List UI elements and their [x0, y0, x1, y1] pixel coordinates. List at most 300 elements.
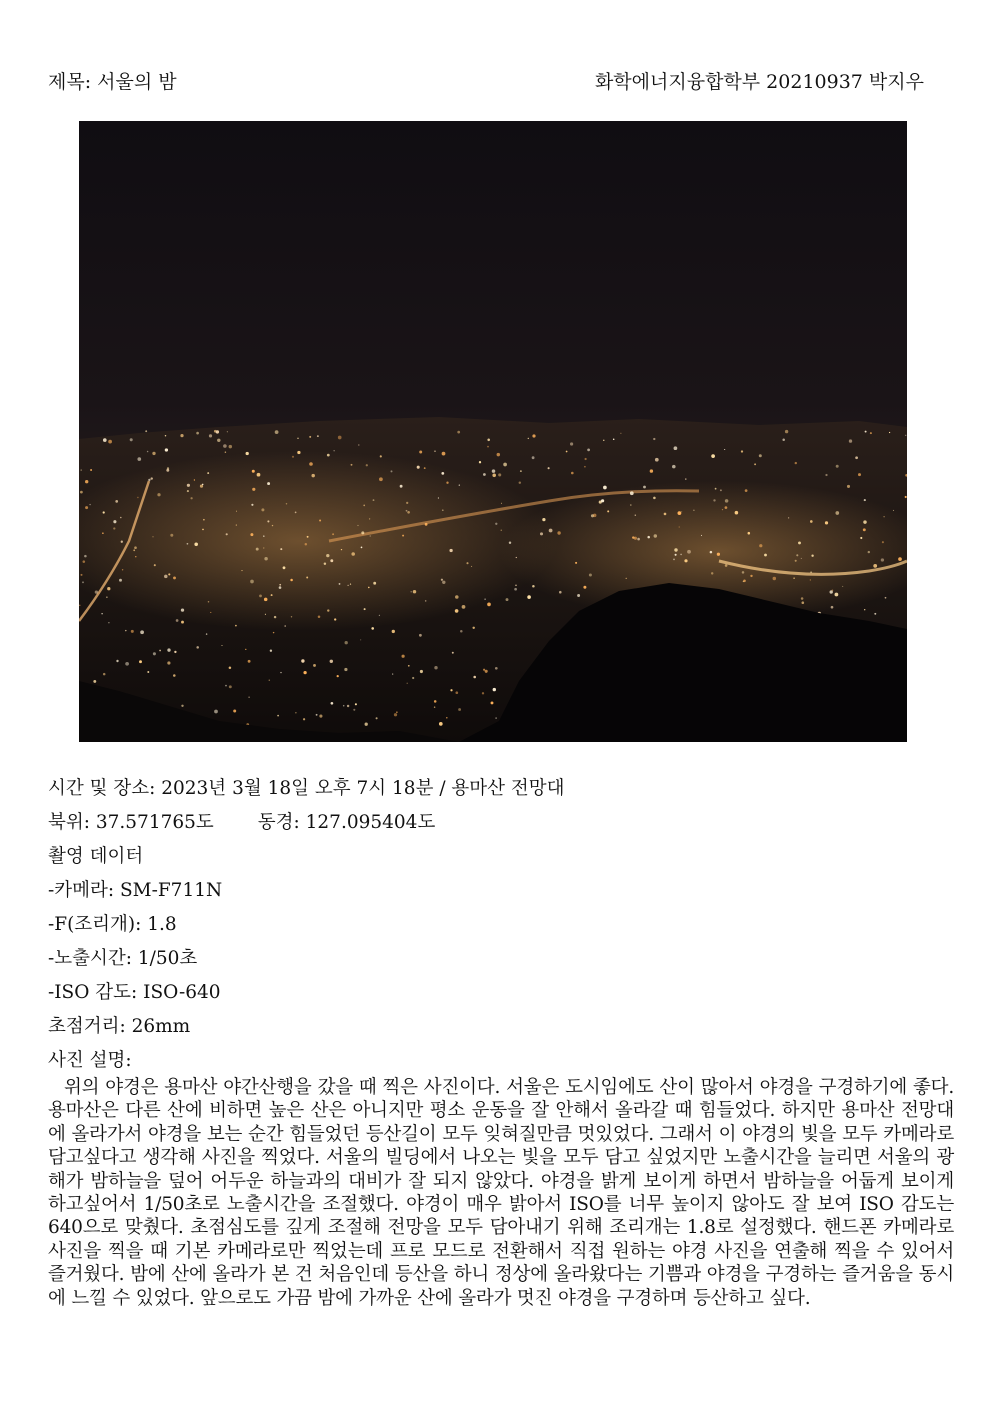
city-light [495, 667, 498, 670]
city-light [338, 436, 342, 440]
city-light [250, 533, 253, 536]
city-light [93, 680, 96, 683]
city-light [684, 559, 687, 562]
city-light [479, 461, 481, 463]
city-light [735, 511, 739, 515]
city-light [181, 608, 184, 611]
city-light [710, 551, 713, 554]
city-light [134, 546, 137, 549]
city-light [295, 712, 296, 713]
city-light [439, 722, 443, 726]
photo-description: 위의 야경은 용마산 야간산행을 갔을 때 찍은 사진이다. 서울은 도시임에도 산이 많아서 야경을 구경하기에 좋다. 용마산은 다른 산에 비하면 높은 산은 아니지만 평소 운동을 잘 안해서 올라갈 때 힘들었다. 하지만 용마산 전망대에 올라가서 야경을 보는 순간 힘들었던 등산길이 모두 잊혀질만큼 멋있었다. 그래서 이 야경의 빛을 모두 카메라로 담고싶다고 생각해 사진을 찍었다. 서울의 빌딩에서 나오는 빛을 모두 담고 싶었지만 노출시간을 늘리면 서울의 광해가 밤하늘을 덮어 어두운 하늘과의 대비가 잘 되지 않았다. 야경을 밝게 보이게 하면서 밤하늘을 어둡게 보이게 하고싶어서 1/50초로 노출시간을 조절했다. 야경이 매우 밝아서 ISO를 너무 높이지 않아도 잘 보여 ISO 감도는 640으로 맞췄다. 초점심도를 깊게 조절해 전망을 모두 담아내기 위해 조리개는 1.8로 설정했다. 핸드폰 카메라로 사진을 찍을 때 기본 카메라로만 찍었는데 프로 모드로 전환해서 직접 원하는 야경 사진을 연출해 찍을 수 있어서 즐거웠다. 밤에 산에 올라가 본 건 처음인데 등산을 하니 정상에 올라왔다는 기쁨과 야경을 구경하는 즐거움을 동시에 느낄 수 있었다. 앞으로도 가끔 밤에 가까운 산에 올라가 멋진 야경을 구경하며 등산하고 싶다. [48, 1077, 954, 1309]
city-light [263, 535, 265, 537]
city-light [482, 692, 484, 694]
city-light [133, 549, 135, 551]
city-light [269, 679, 270, 680]
city-light [653, 438, 655, 440]
city-light [351, 464, 353, 466]
city-light [225, 451, 226, 452]
city-light [889, 432, 890, 433]
city-light [203, 519, 205, 521]
city-light [571, 472, 574, 475]
city-light [589, 573, 592, 576]
city-light [701, 535, 702, 536]
city-light [438, 497, 439, 498]
city-light [759, 454, 762, 457]
city-light [466, 562, 468, 564]
city-light [317, 435, 319, 437]
city-light [830, 590, 833, 593]
city-light [773, 577, 776, 580]
city-light [101, 613, 102, 614]
city-light [103, 438, 107, 442]
city-light [793, 577, 795, 579]
city-light [685, 478, 686, 479]
city-light [516, 557, 517, 558]
city-light [344, 668, 347, 671]
city-light [745, 489, 748, 492]
city-light [165, 435, 166, 436]
city-light [250, 580, 254, 584]
city-light [655, 458, 659, 462]
city-light [103, 673, 106, 676]
coordinates [48, 806, 958, 840]
city-light [664, 513, 667, 516]
city-light [280, 672, 281, 673]
author-info: 화학에너지융합학부 20210937 박지우 [594, 71, 924, 93]
city-light [724, 449, 725, 450]
city-light [394, 713, 397, 716]
city-light [347, 705, 349, 707]
city-light [227, 431, 228, 432]
city-light [165, 448, 168, 451]
city-light [194, 479, 195, 480]
document-title: 제목: 서울의 밤 [48, 71, 177, 93]
city-light [331, 702, 334, 705]
city-light [863, 520, 866, 523]
city-light [458, 708, 461, 711]
city-light [264, 598, 268, 602]
city-light [865, 431, 867, 433]
city-light [750, 575, 752, 577]
city-light [115, 500, 118, 503]
city-light [519, 481, 521, 483]
city-light [842, 586, 843, 587]
city-light [785, 430, 788, 433]
city-light [196, 646, 199, 649]
city-light [503, 463, 507, 467]
city-light [208, 601, 210, 603]
city-light [626, 578, 627, 579]
city-light [811, 555, 813, 557]
city-light [327, 454, 330, 457]
city-light [446, 482, 448, 484]
city-light [248, 696, 249, 697]
city-light [311, 474, 314, 477]
city-light [292, 456, 294, 458]
city-light [483, 669, 485, 671]
city-light [584, 458, 586, 460]
city-light [491, 701, 494, 704]
city-light [679, 526, 680, 527]
city-light [85, 480, 88, 483]
city-light [413, 590, 416, 593]
city-light [559, 591, 562, 594]
city-light [113, 520, 116, 523]
city-light [693, 510, 695, 512]
city-light [607, 510, 609, 512]
city-light [301, 659, 304, 662]
document-header [48, 68, 924, 96]
city-light [717, 553, 720, 556]
city-light [868, 551, 870, 553]
city-light [263, 547, 264, 548]
city-light [743, 581, 744, 582]
city-light [441, 472, 444, 475]
city-light [194, 543, 198, 547]
city-light [725, 564, 728, 567]
city-light [337, 675, 339, 677]
city-light [366, 464, 368, 466]
city-light [332, 533, 334, 535]
city-light [206, 633, 207, 634]
city-light [881, 558, 884, 561]
city-light [363, 505, 365, 507]
city-light [257, 473, 261, 477]
city-light [79, 605, 80, 606]
city-light [106, 597, 107, 598]
city-light [825, 521, 828, 524]
city-light [410, 591, 411, 592]
city-light [473, 676, 476, 679]
city-light [376, 717, 378, 719]
city-light [577, 594, 580, 597]
city-light [495, 523, 497, 525]
city-light [173, 576, 176, 579]
city-light [801, 597, 804, 600]
description-title: 사진 설명: [48, 1050, 132, 1071]
city-light [236, 511, 237, 512]
city-light [860, 537, 862, 539]
city-light [351, 552, 355, 556]
city-light [107, 587, 110, 590]
city-light [355, 703, 357, 705]
city-light [492, 474, 496, 478]
city-light [434, 706, 435, 707]
city-light [140, 630, 144, 634]
city-light [487, 603, 491, 607]
city-light [532, 456, 535, 459]
shooting-data-title: 촬영 데이터 [48, 846, 144, 867]
city-light [905, 435, 906, 436]
city-light [759, 544, 762, 547]
city-light [339, 583, 341, 585]
city-light [80, 491, 83, 494]
camera-model: -카메라: SM-F711N [48, 880, 223, 901]
city-light [303, 718, 305, 720]
city-light [392, 674, 393, 675]
city-light [449, 549, 452, 552]
city-light [207, 472, 209, 474]
city-light [424, 467, 426, 469]
city-light [795, 462, 797, 464]
city-light [135, 556, 136, 557]
city-light [246, 452, 249, 455]
city-light [187, 543, 189, 545]
city-light [229, 666, 232, 669]
city-light [425, 600, 427, 602]
city-light [309, 436, 311, 438]
city-light [350, 583, 351, 584]
city-light [864, 499, 866, 501]
city-light [678, 511, 682, 515]
city-light [152, 452, 155, 455]
city-light [307, 536, 309, 538]
city-light [810, 520, 813, 523]
city-light [113, 527, 115, 529]
city-light [334, 618, 336, 620]
longitude: 동경: 127.095404도 [257, 812, 436, 833]
city-light [858, 473, 861, 476]
city-light [274, 616, 276, 618]
city-light [601, 499, 604, 502]
city-light [236, 525, 237, 526]
city-light [181, 705, 183, 707]
city-light [557, 531, 560, 534]
city-light [788, 517, 789, 518]
city-light [229, 445, 232, 448]
city-light [587, 449, 590, 452]
city-light [264, 557, 267, 560]
city-light [137, 457, 141, 461]
city-light [548, 467, 550, 469]
city-light [368, 587, 370, 589]
city-light [319, 519, 321, 521]
city-light [327, 609, 329, 611]
city-light [261, 508, 264, 511]
city-light [290, 579, 293, 582]
city-light [125, 630, 126, 631]
city-light [863, 528, 866, 531]
city-light [493, 688, 496, 691]
city-light [893, 510, 894, 511]
city-light [549, 529, 553, 533]
city-light [371, 627, 374, 630]
city-light [802, 601, 805, 604]
city-light [483, 473, 486, 476]
city-light [515, 585, 517, 587]
city-light [643, 486, 646, 489]
city-light [361, 531, 364, 534]
city-light [151, 477, 153, 479]
city-light [583, 586, 586, 589]
city-light [492, 469, 496, 473]
city-light [575, 562, 577, 564]
city-light [330, 660, 333, 663]
city-light [883, 516, 884, 517]
city-light [295, 512, 297, 514]
city-light [309, 462, 313, 466]
city-light [825, 474, 827, 476]
city-light [674, 446, 678, 450]
city-light [442, 452, 446, 456]
city-light [95, 590, 98, 593]
city-light [654, 534, 657, 537]
city-light [319, 715, 322, 718]
city-light [715, 488, 717, 490]
city-light [80, 469, 81, 470]
city-light [630, 504, 632, 506]
city-light [89, 504, 90, 505]
night-city-photo [79, 121, 907, 742]
city-light [831, 606, 834, 609]
city-light [279, 586, 282, 589]
city-light [241, 570, 242, 571]
city-light [455, 595, 459, 599]
city-light [720, 489, 722, 491]
city-light [472, 627, 474, 629]
city-light [870, 432, 872, 434]
city-light [442, 509, 444, 511]
city-light [419, 451, 422, 454]
city-light [542, 518, 545, 521]
city-light [885, 597, 887, 599]
city-light [318, 616, 321, 619]
city-light [442, 581, 445, 584]
city-light [316, 714, 318, 716]
city-light [343, 705, 345, 707]
city-light [83, 560, 86, 563]
city-light [725, 506, 728, 509]
city-light [187, 484, 190, 487]
city-light [148, 479, 150, 481]
city-light [487, 439, 490, 442]
city-light [145, 430, 147, 432]
city-light [235, 625, 237, 627]
city-light [202, 529, 204, 531]
city-light [764, 554, 767, 557]
city-light [252, 488, 255, 491]
city-light [272, 525, 273, 526]
city-light [460, 630, 463, 633]
city-light [313, 664, 316, 667]
city-light [358, 444, 359, 445]
city-light [412, 677, 414, 679]
city-light [584, 466, 586, 468]
city-light [130, 438, 133, 441]
city-light [713, 499, 715, 501]
city-light [613, 438, 615, 440]
exposure-time: -노출시간: 1/50초 [48, 948, 198, 969]
city-light [370, 535, 371, 536]
city-light [391, 470, 393, 472]
city-light [380, 455, 382, 457]
city-light [252, 470, 255, 473]
city-light [103, 511, 105, 513]
city-light [497, 453, 500, 456]
time-place: 시간 및 장소: 2023년 3월 18일 오후 7시 18분 / 용마산 전망대 [48, 778, 565, 799]
city-light [407, 511, 410, 514]
city-light [509, 541, 511, 543]
city-light [855, 456, 858, 459]
city-light [836, 465, 839, 468]
city-light [223, 444, 227, 448]
city-light [180, 434, 183, 437]
city-light [527, 595, 531, 599]
city-light [681, 511, 682, 512]
city-light [167, 648, 170, 651]
city-light [196, 432, 199, 435]
city-light [225, 685, 227, 687]
city-light [324, 562, 326, 564]
city-light [157, 493, 160, 496]
city-light [593, 514, 596, 517]
city-light [334, 450, 335, 451]
city-light [647, 536, 650, 539]
city-light [131, 630, 134, 633]
city-light [364, 608, 366, 610]
city-light [532, 434, 535, 437]
city-light [125, 662, 129, 666]
city-light [245, 649, 246, 650]
photo-metadata [48, 772, 958, 1078]
city-light [400, 485, 403, 488]
city-light [267, 520, 269, 522]
city-light [279, 584, 281, 586]
city-light [326, 554, 329, 557]
city-light [485, 670, 488, 673]
city-light [271, 594, 273, 596]
city-light [167, 467, 169, 469]
city-light [280, 548, 282, 550]
city-light [711, 572, 713, 574]
city-light [200, 485, 203, 488]
city-light [801, 558, 802, 559]
city-light [419, 634, 422, 637]
city-light [457, 431, 460, 434]
city-light [396, 712, 397, 713]
city-light [176, 619, 179, 622]
city-light [277, 715, 279, 717]
city-light [520, 470, 522, 472]
city-light [795, 560, 797, 562]
focal-length: 초점거리: 26mm [48, 1016, 191, 1037]
city-light [365, 723, 368, 726]
city-light [275, 430, 279, 434]
city-light [620, 433, 621, 434]
city-light [121, 541, 123, 543]
city-light [674, 548, 677, 551]
city-light [221, 645, 222, 646]
city-light [187, 490, 189, 492]
city-light [345, 641, 348, 644]
city-light [754, 463, 756, 465]
city-light [108, 440, 112, 444]
city-light [748, 532, 751, 535]
city-light [402, 655, 405, 658]
city-light [742, 571, 745, 574]
city-light [603, 486, 607, 490]
city-light [501, 530, 502, 531]
city-light [434, 666, 437, 669]
city-light [406, 510, 408, 512]
city-light [137, 497, 138, 498]
city-light [630, 491, 634, 495]
city-light [782, 438, 785, 441]
city-light [864, 609, 865, 610]
city-light [570, 442, 573, 445]
city-light [273, 632, 274, 633]
